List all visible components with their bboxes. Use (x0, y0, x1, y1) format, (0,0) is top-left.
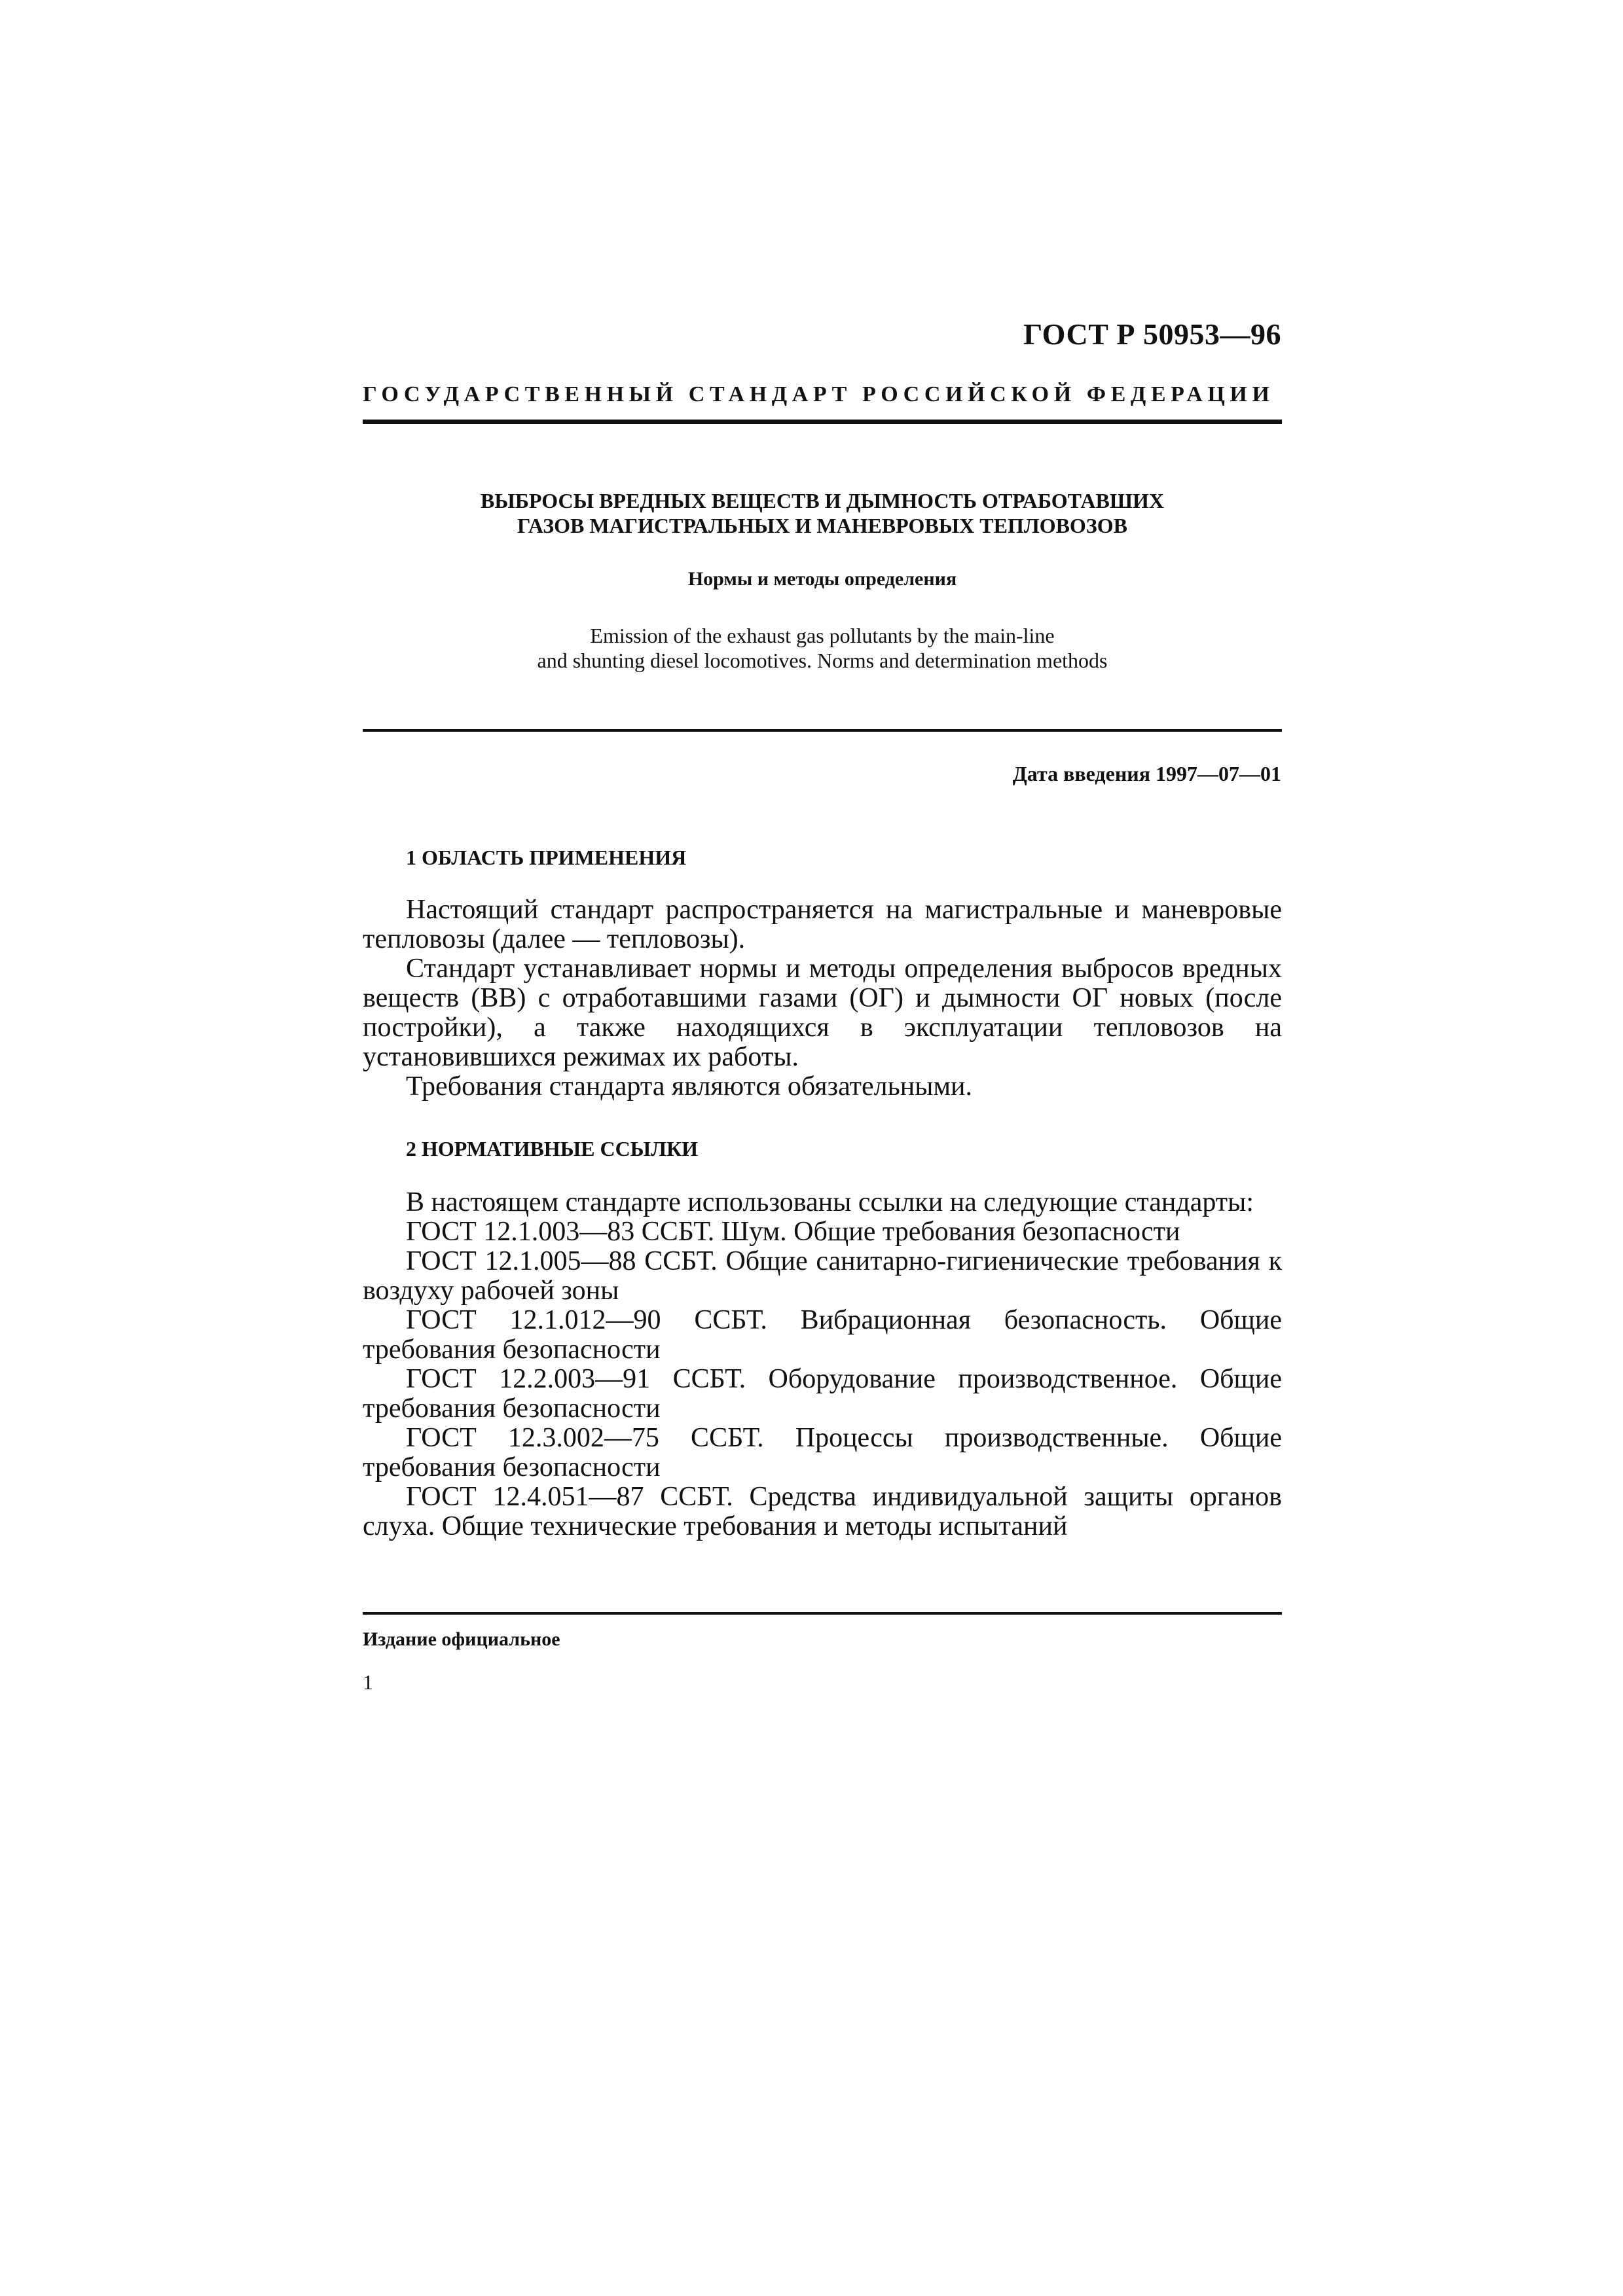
reference-item: ГОСТ 12.2.003—91 ССБТ. Оборудование производственное. Общие требования безопасности (363, 1364, 1282, 1424)
document-subtitle: Нормы и методы определения (687, 568, 957, 590)
reference-item: ГОСТ 12.3.002—75 ССБТ. Процессы производственные. Общие требования безопасности (363, 1423, 1282, 1482)
page-number: 1 (363, 1670, 373, 1694)
paragraph: Требования стандарта являются обязательными. (406, 1071, 973, 1102)
footer-divider (363, 1612, 1282, 1615)
document-title (363, 488, 1282, 538)
paragraph: В настоящем стандарте использованы ссылки на следующие стандарты: (406, 1187, 1254, 1217)
reference-item: ГОСТ 12.1.005—88 ССБТ. Общие санитарно-гигиенические требования к воздуху рабочей зоны (363, 1246, 1282, 1306)
section-body-normative-references (363, 1188, 1282, 1541)
title-divider (363, 729, 1282, 732)
official-edition-label: Издание официальное (363, 1628, 560, 1650)
reference-item: ГОСТ 12.1.012—90 ССБТ. Вибрационная безопасность. Общие требования безопасности (363, 1305, 1282, 1365)
english-title-line: and shunting diesel locomotives. Norms and determination methods (537, 649, 1108, 672)
reference-item: ГОСТ 12.1.003—83 ССБТ. Шум. Общие требования безопасности (406, 1217, 1180, 1247)
section-heading-normative-references: 2 НОРМАТИВНЫЕ ССЫЛКИ (406, 1137, 699, 1160)
english-title-line: Emission of the exhaust gas pollutants by the main-line (590, 624, 1055, 647)
paragraph: Стандарт устанавливает нормы и методы определения выбросов вредных веществ (ВВ) с отработавшими газами (ОГ) и дымности ОГ новых (после постройки), а также находящихся в эксплуатации тепловозов на установившихся режимах их работы. (363, 954, 1282, 1072)
section-heading-scope: 1 ОБЛАСТЬ ПРИМЕНЕНИЯ (406, 846, 687, 869)
reference-item: ГОСТ 12.4.051—87 ССБТ. Средства индивидуальной защиты органов слуха. Общие технические требования и методы испытаний (363, 1482, 1282, 1541)
header-divider (363, 420, 1282, 424)
english-title (363, 623, 1282, 673)
introduction-date: Дата введения 1997—07—01 (1012, 762, 1281, 785)
title-line: ГАЗОВ МАГИСТРАЛЬНЫХ И МАНЕВРОВЫХ ТЕПЛОВОЗОВ (517, 514, 1127, 537)
section-body-scope (363, 895, 1282, 1102)
paragraph: Настоящий стандарт распространяется на магистральные и маневровые тепловозы (далее — тепловозы). (363, 895, 1282, 954)
standard-header: ГОСУДАРСТВЕННЫЙ СТАНДАРТ РОССИЙСКОЙ ФЕДЕРАЦИИ (363, 382, 1275, 406)
document-code: ГОСТ Р 50953—96 (1023, 317, 1281, 351)
title-line: ВЫБРОСЫ ВРЕДНЫХ ВЕЩЕСТВ И ДЫМНОСТЬ ОТРАБОТАВШИХ (480, 489, 1164, 512)
